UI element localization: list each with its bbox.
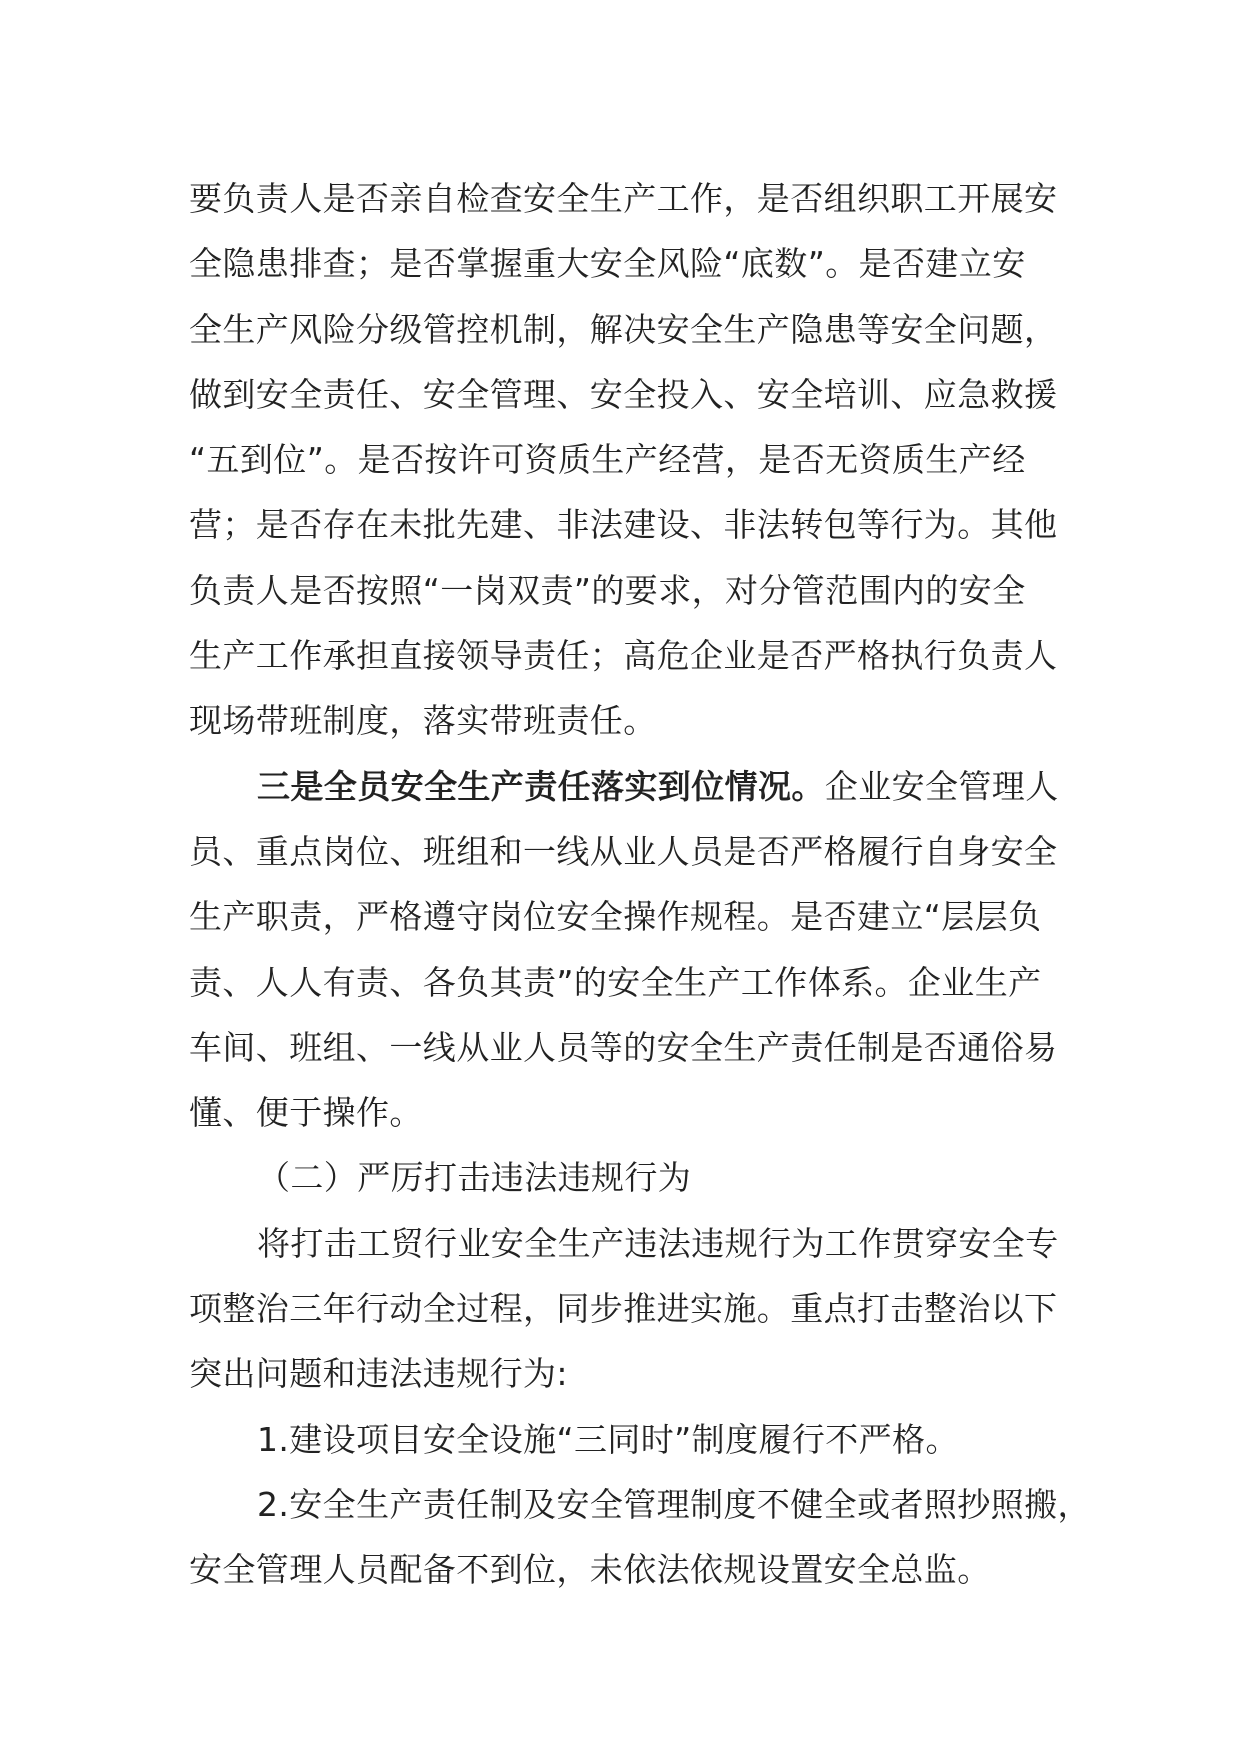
text-line: 要负责人是否亲自检查安全生产工作，是否组织职工开展安 (189, 179, 1058, 218)
text-line: 责、人人有责、各负其责”的安全生产工作体系。企业生产 (189, 962, 1042, 1002)
list-item (189, 1472, 1091, 1603)
text-line: 懂、便于操作。 (189, 1093, 423, 1133)
text-line: 生产工作承担直接领导责任；高危企业是否严格执行负责人 (189, 636, 1058, 676)
section-heading: （二）严厉打击违法违规行为 (257, 1158, 692, 1198)
text-line: 突出问题和违法违规行为: (189, 1354, 568, 1394)
text-line: 2.安全生产责任制及安全管理制度不健全或者照抄照搬， (257, 1484, 1091, 1524)
text-line: 做到安全责任、安全管理、安全投入、安全培训、应急救援 (189, 374, 1058, 414)
text-line: 将打击工贸行业安全生产违法违规行为工作贯穿安全专 (257, 1223, 1059, 1263)
text-line: 全隐患排查；是否掌握重大安全风险“底数”。是否建立安 (189, 244, 1026, 284)
paragraph-crackdown (189, 1211, 1069, 1407)
text-line: 现场带班制度，落实带班责任。 (189, 701, 657, 741)
list-item: 1.建设项目安全设施“三同时”制度履行不严格。 (257, 1419, 959, 1459)
text-line: 负责人是否按照“一岗双责”的要求，对分管范围内的安全 (189, 570, 1026, 610)
text-line: 全生产风险分级管控机制，解决安全生产隐患等安全问题， (189, 309, 1058, 349)
text-line: 安全管理人员配备不到位，未依法依规设置安全总监。 (189, 1550, 991, 1590)
text-line: 员、重点岗位、班组和一线从业人员是否严格履行自身安全 (189, 831, 1058, 871)
document-body (189, 166, 1091, 1603)
paragraph-responsibility-check (189, 166, 1069, 754)
text-line: 营；是否存在未批先建、非法建设、非法转包等行为。其他 (189, 505, 1058, 545)
text-line: “五到位”。是否按许可资质生产经营，是否无资质生产经 (189, 440, 1026, 480)
paragraph-heading: 三是全员安全生产责任落实到位情况。 (257, 766, 825, 806)
text-line (189, 754, 1069, 819)
text-line: 项整治三年行动全过程，同步推进实施。重点打击整治以下 (189, 1289, 1058, 1329)
paragraph-text: 企业安全管理人 (824, 766, 1059, 806)
text-line: 生产职责，严格遵守岗位安全操作规程。是否建立“层层负 (189, 897, 1042, 937)
paragraph-all-staff-responsibility (189, 754, 1069, 1146)
text-line: 车间、班组、一线从业人员等的安全生产责任制是否通俗易 (189, 1027, 1058, 1067)
